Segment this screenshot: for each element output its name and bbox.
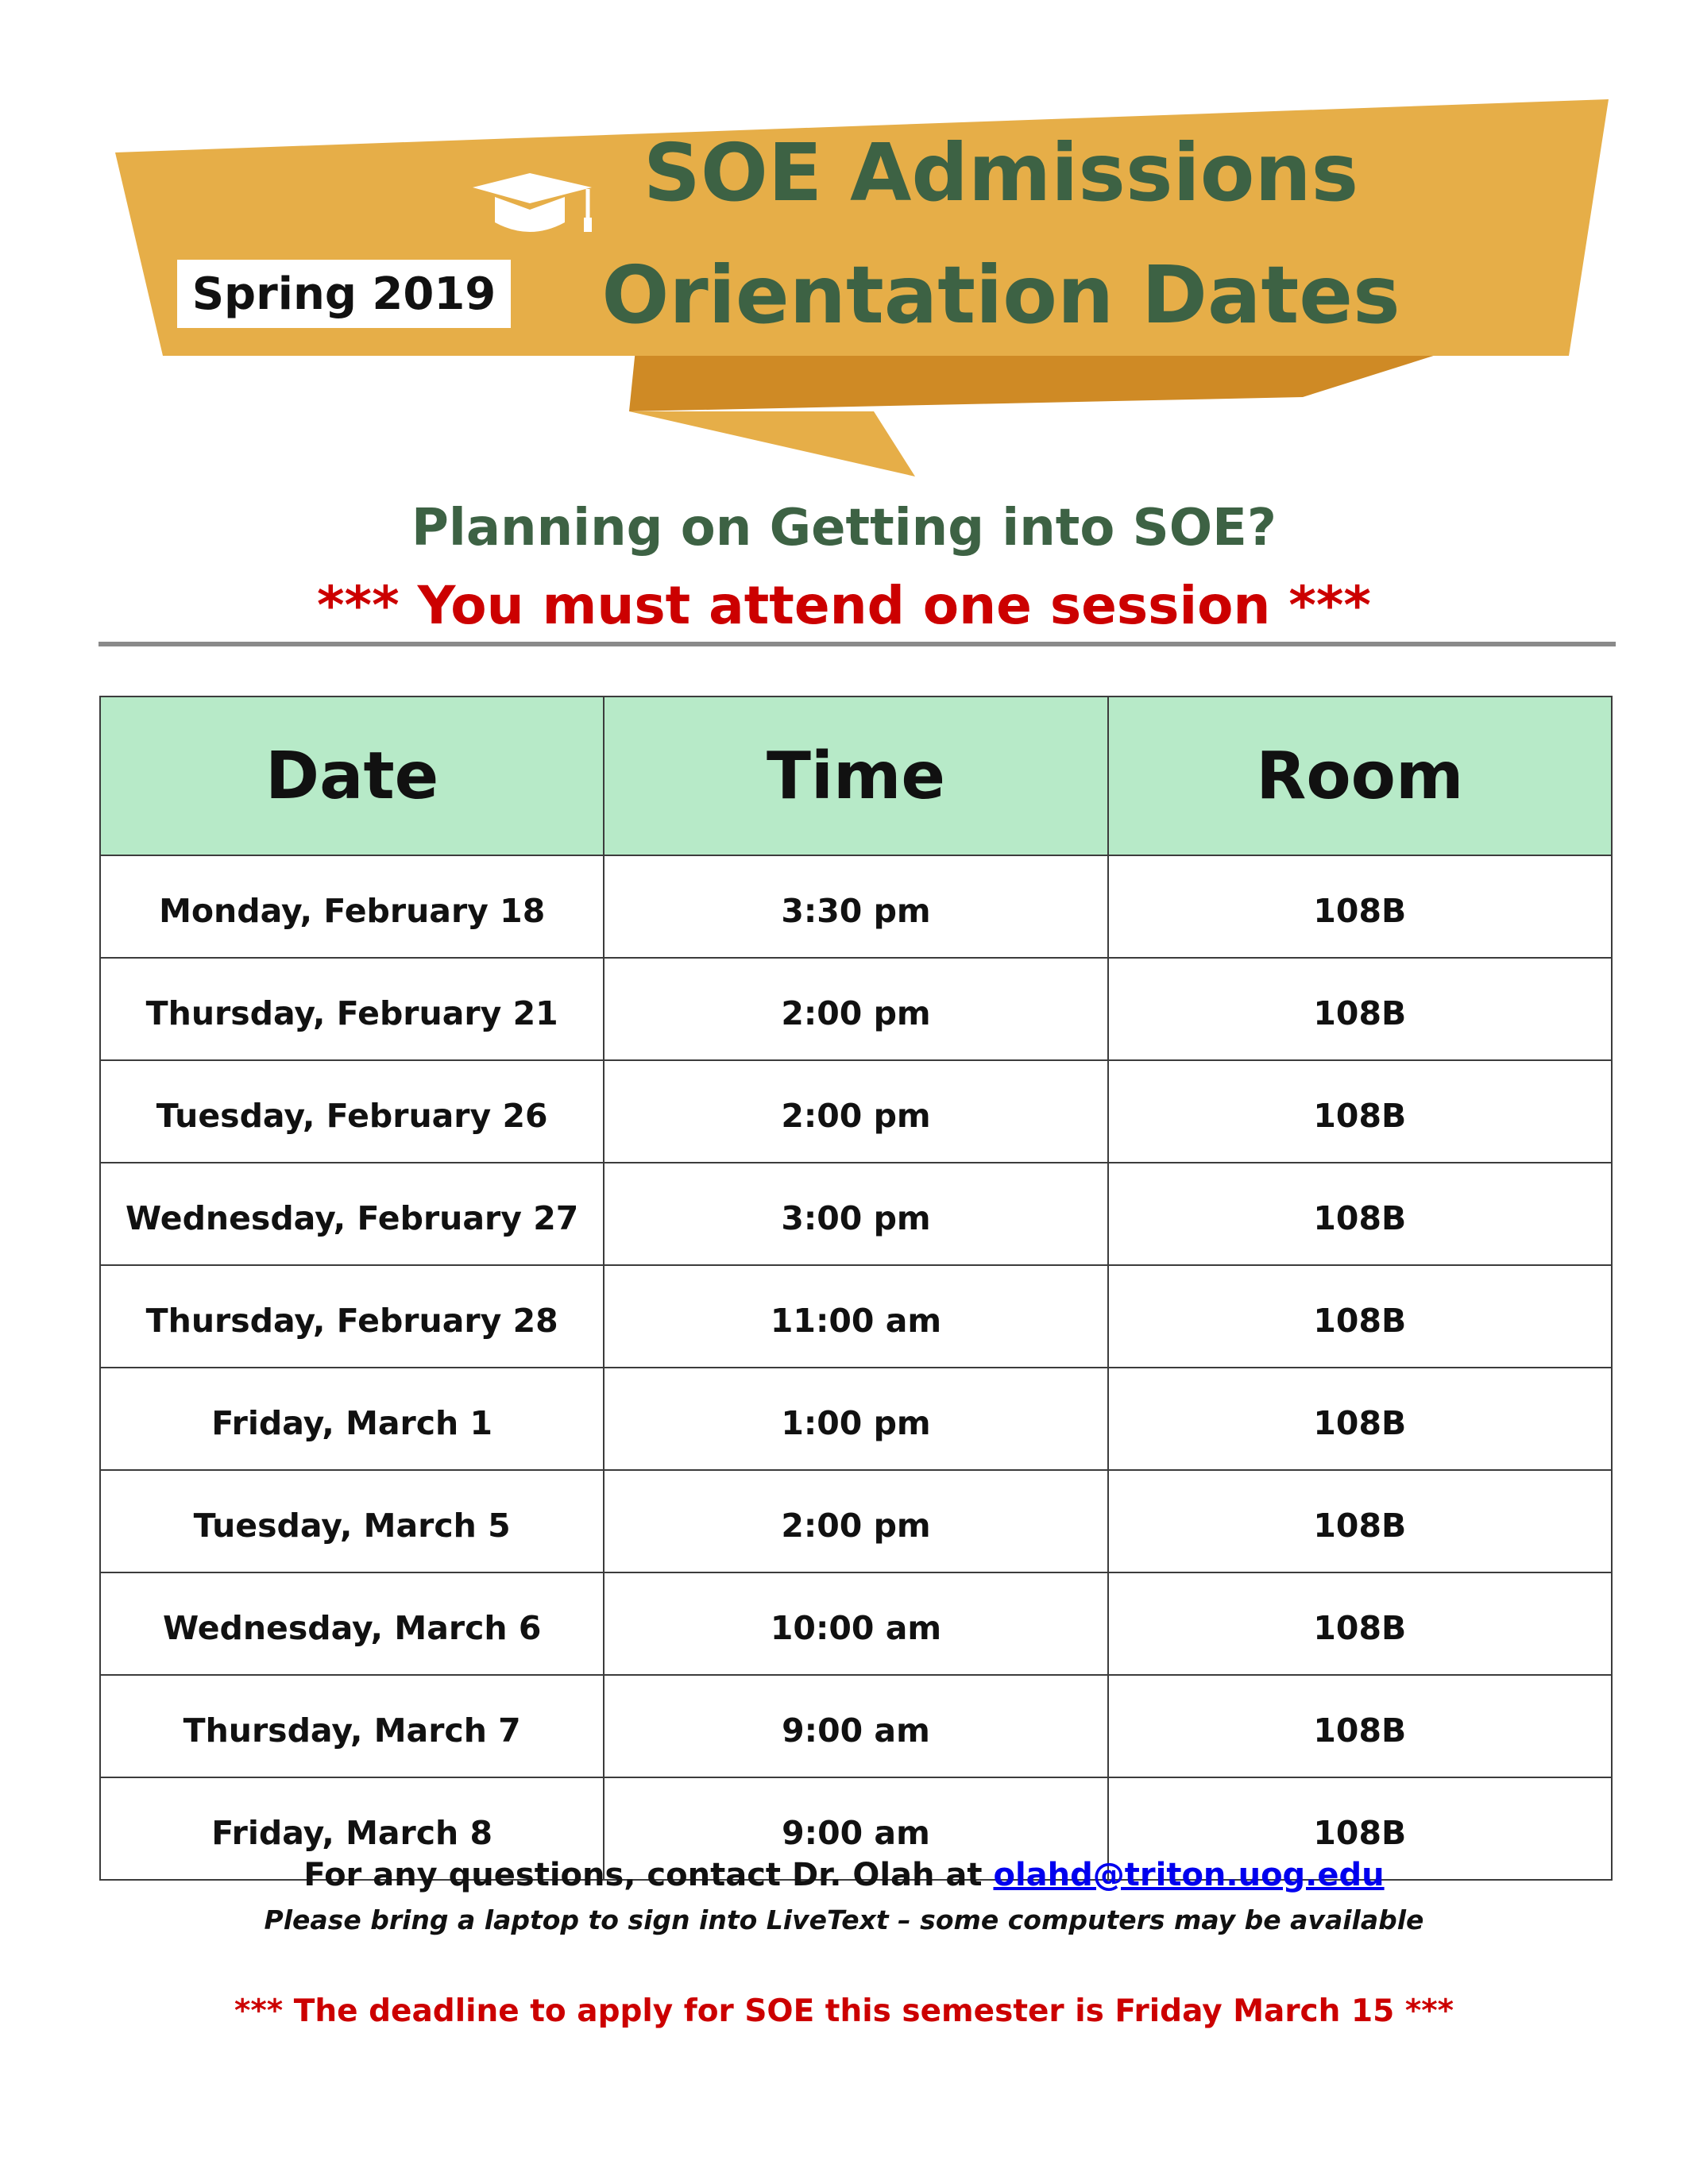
cell-room: 108B [1108,1060,1612,1163]
cell-room: 108B [1108,1265,1612,1368]
table-row [100,1060,1612,1163]
cell-room: 108B [1108,855,1612,958]
table-row [100,1470,1612,1572]
cell-time: 2:00 pm [604,1470,1107,1572]
cell-date: Tuesday, March 5 [100,1470,604,1572]
table-row [100,1368,1612,1470]
cell-room: 108B [1108,1368,1612,1470]
table-row [100,958,1612,1060]
column-header-date: Date [100,696,604,855]
cell-time: 9:00 am [604,1675,1107,1777]
laptop-note: Please bring a laptop to sign into LiveText – some computers may be available [264,1904,1424,1935]
section-divider [98,642,1616,646]
table-row [100,1265,1612,1368]
banner-title-line2: Orientation Dates [601,249,1400,341]
orientation-schedule-table [99,696,1613,1881]
cell-date: Thursday, March 7 [100,1675,604,1777]
cell-date: Tuesday, February 26 [100,1060,604,1163]
contact-text: For any questions, contact Dr. Olah at [303,1857,994,1893]
deadline-notice: *** The deadline to apply for SOE this semester is Friday March 15 *** [234,1993,1454,2029]
cell-time: 10:00 am [604,1572,1107,1675]
cell-time: 1:00 pm [604,1368,1107,1470]
banner-ribbon-tail [629,411,915,477]
semester-tag: Spring 2019 [177,260,511,328]
banner-title-line1: SOE Admissions [643,126,1359,219]
cell-date: Monday, February 18 [100,855,604,958]
table-header-row [100,696,1612,855]
cell-date: Wednesday, February 27 [100,1163,604,1265]
cell-time: 2:00 pm [604,958,1107,1060]
cell-room: 108B [1108,1572,1612,1675]
cell-date: Wednesday, March 6 [100,1572,604,1675]
table-row [100,1163,1612,1265]
cell-date: Thursday, February 28 [100,1265,604,1368]
attendance-notice: *** You must attend one session *** [317,575,1371,636]
table-row [100,1675,1612,1777]
cell-room: 108B [1108,1470,1612,1572]
cell-room: 108B [1108,958,1612,1060]
cell-date: Friday, March 1 [100,1368,604,1470]
table-row [100,855,1612,958]
cell-time: 11:00 am [604,1265,1107,1368]
banner-ribbon-fold [629,349,1454,411]
cell-room: 108B [1108,1777,1612,1880]
cell-time: 3:00 pm [604,1163,1107,1265]
cell-time: 3:30 pm [604,855,1107,958]
planning-heading: Planning on Getting into SOE? [411,499,1277,558]
cell-time: 2:00 pm [604,1060,1107,1163]
cell-room: 108B [1108,1675,1612,1777]
column-header-time: Time [604,696,1107,855]
cell-date: Friday, March 8 [100,1777,604,1880]
cell-time: 9:00 am [604,1777,1107,1880]
contact-email-link[interactable]: olahd@triton.uog.edu [993,1857,1385,1893]
graduation-cap-icon [465,165,600,245]
cell-date: Thursday, February 21 [100,958,604,1060]
table-row [100,1572,1612,1675]
cell-room: 108B [1108,1163,1612,1265]
column-header-room: Room [1108,696,1612,855]
banner-ribbon [0,0,1688,492]
contact-line [0,1857,1688,1893]
